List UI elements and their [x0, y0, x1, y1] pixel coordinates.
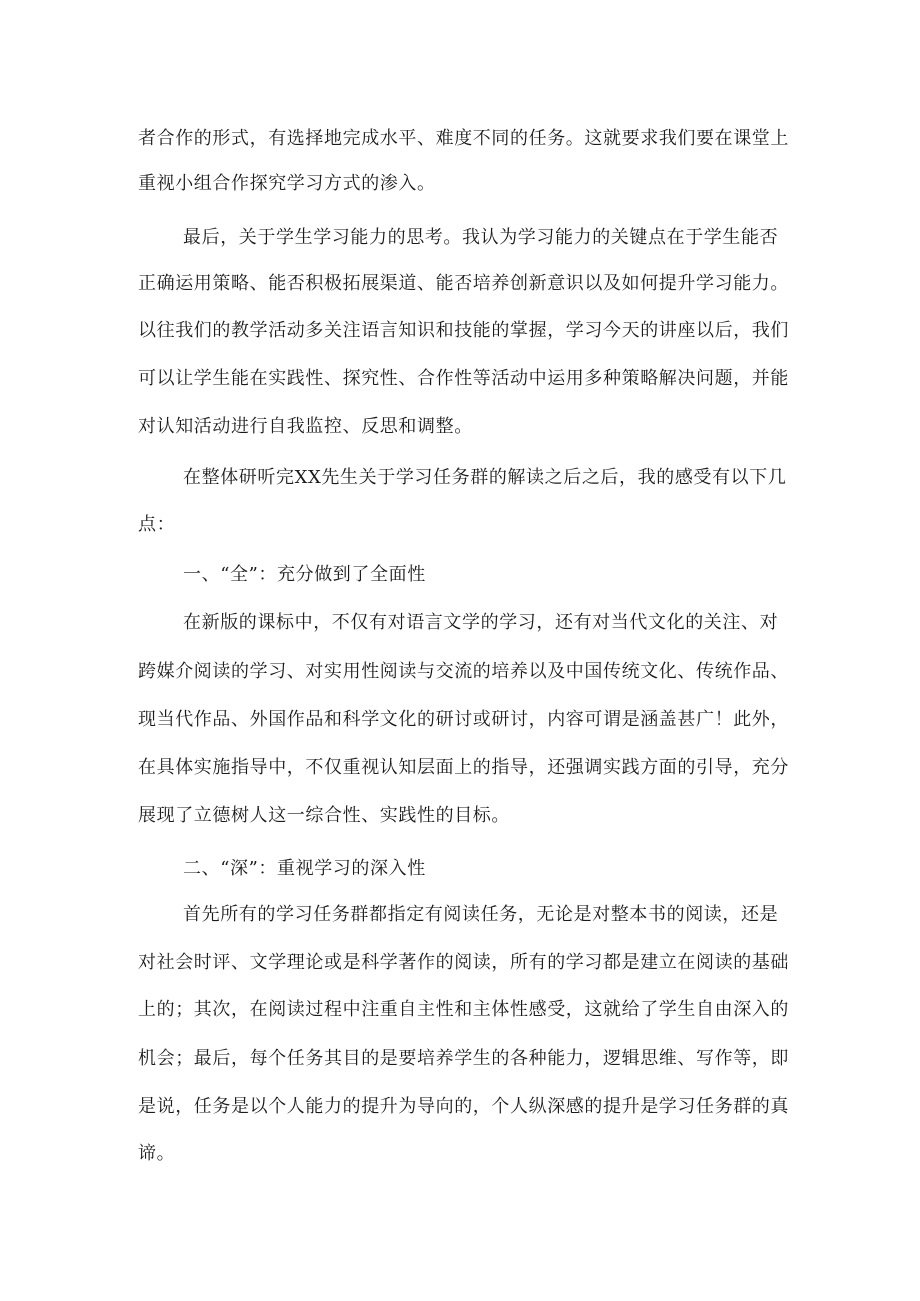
paragraph-line: 机会；最后，每个任务其目的是要培养学生的各种能力，逻辑思维、写作等，即	[138, 1048, 789, 1069]
section-heading: 一、“全”：充分做到了全面性	[183, 564, 426, 585]
paragraph-line: 重视小组合作探究学习方式的渗入。	[138, 173, 436, 194]
paragraph-line: 首先所有的学习任务群都指定有阅读任务，无论是对整本书的阅读，还是	[183, 904, 779, 925]
paragraph-line: 展现了立德树人这一综合性、实践性的目标。	[138, 805, 510, 826]
paragraph-line: 谛。	[138, 1143, 176, 1164]
paragraph-line: 在具体实施指导中，不仅重视认知层面上的指导，还强调实践方面的引导，充分	[138, 757, 789, 778]
paragraph-line: 可以让学生能在实践性、探究性、合作性等活动中运用多种策略解决问题，并能	[138, 368, 789, 389]
paragraph-line: 是说，任务是以个人能力的提升为导向的，个人纵深感的提升是学习任务群的真	[138, 1096, 789, 1117]
section-heading: 二、“深”：重视学习的深入性	[183, 858, 426, 879]
paragraph-line: 以往我们的教学活动多关注语言知识和技能的掌握，学习今天的讲座以后，我们	[138, 320, 789, 341]
paragraph-line: 在整体研听完XX先生关于学习任务群的解读之后之后，我的感受有以下几	[183, 467, 787, 488]
paragraph-line: 点：	[138, 514, 176, 535]
paragraph-line: 对认知活动进行自我监控、反思和调整。	[138, 416, 473, 437]
paragraph-line: 跨媒介阅读的学习、对实用性阅读与交流的培养以及中国传统文化、传统作品、	[138, 661, 789, 682]
paragraph-line: 最后，关于学生学习能力的思考。我认为学习能力的关键点在于学生能否	[183, 227, 779, 248]
paragraph-line: 上的；其次，在阅读过程中注重自主性和主体性感受，这就给了学生自由深入的	[138, 999, 789, 1020]
paragraph-line: 者合作的形式，有选择地完成水平、难度不同的任务。这就要求我们要在课堂上	[138, 128, 789, 149]
paragraph-line: 在新版的课标中，不仅有对语言文学的学习，还有对当代文化的关注、对	[183, 612, 779, 633]
paragraph-line: 现当代作品、外国作品和科学文化的研讨或研讨，内容可谓是涵盖甚广！此外，	[138, 709, 789, 730]
paragraph-line: 对社会时评、文学理论或是科学著作的阅读，所有的学习都是建立在阅读的基础	[138, 952, 789, 973]
paragraph-line: 正确运用策略、能否积极拓展渠道、能否培养创新意识以及如何提升学习能力。	[138, 273, 789, 294]
